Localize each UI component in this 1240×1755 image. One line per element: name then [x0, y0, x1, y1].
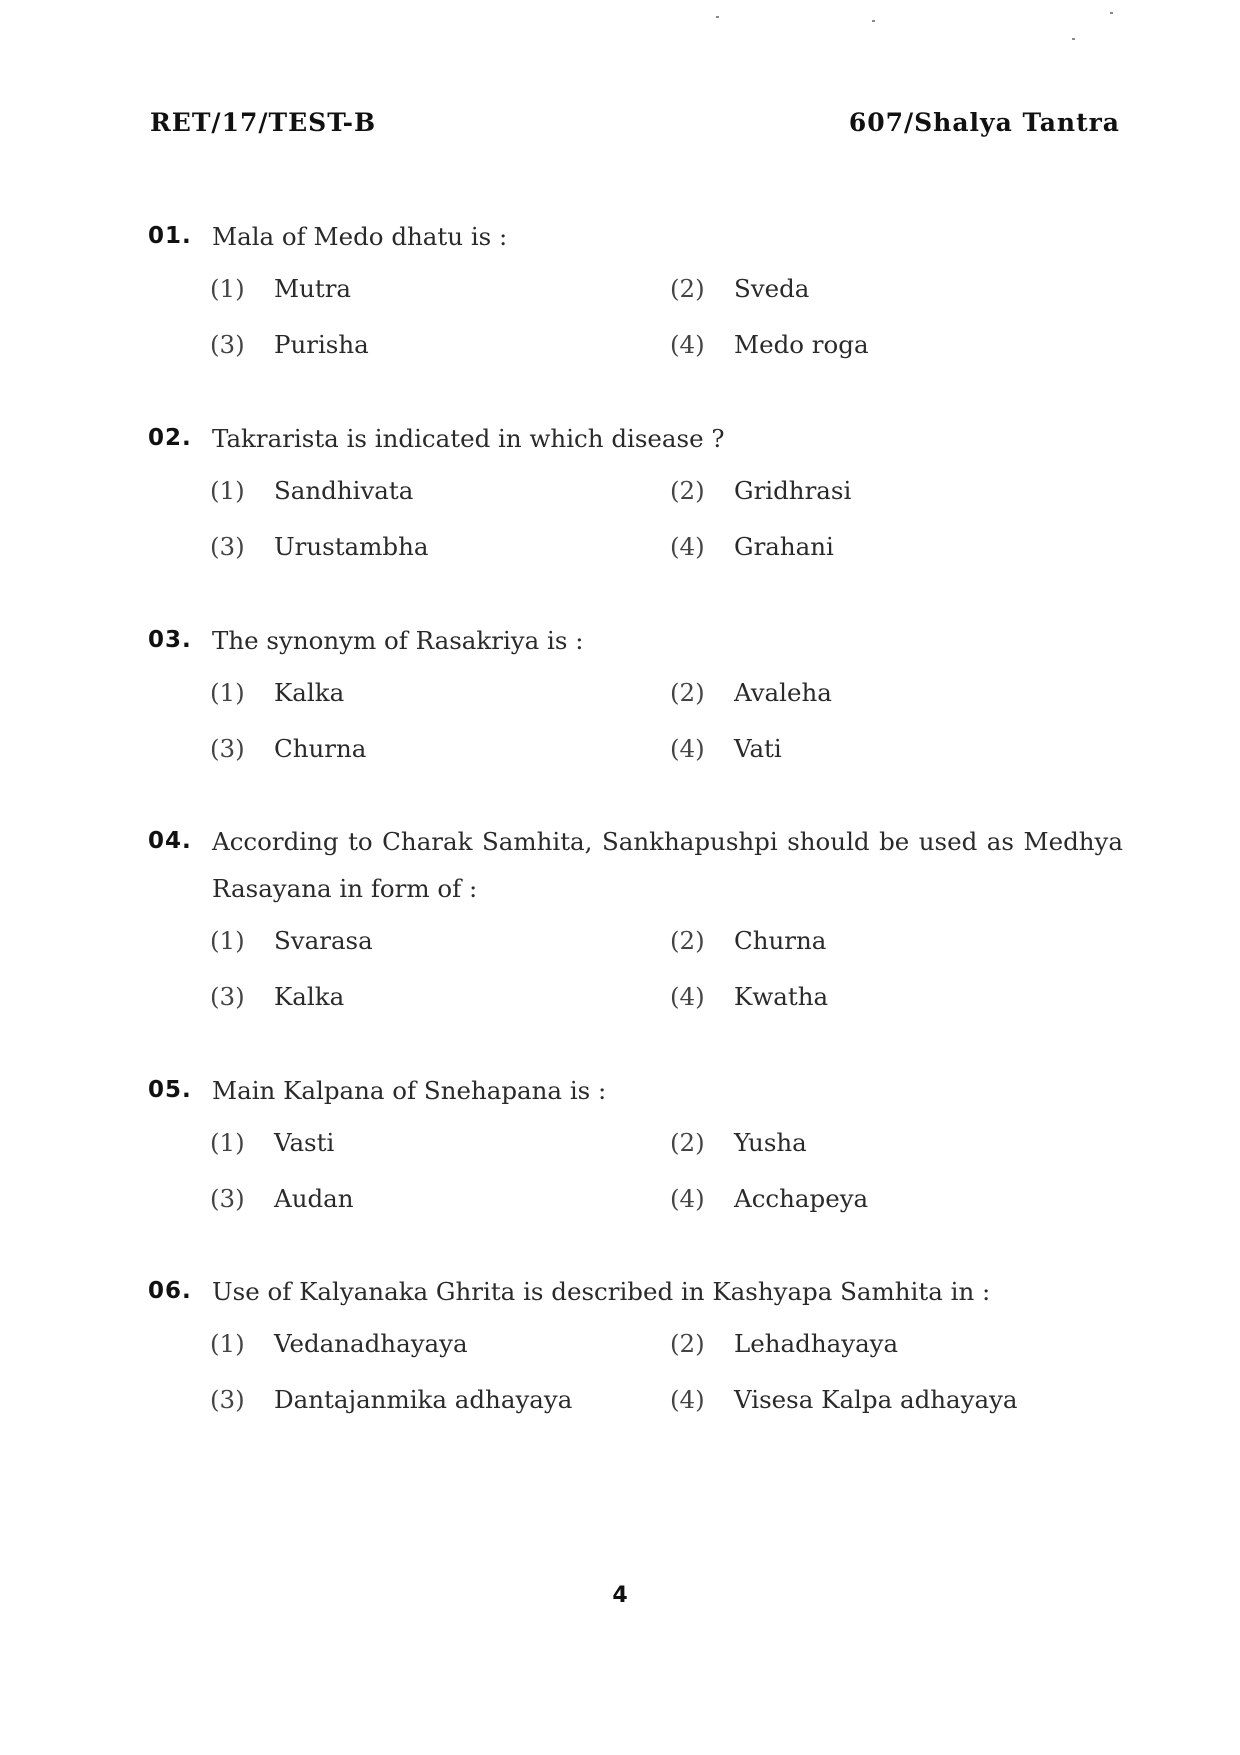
question-number: 01. [148, 223, 192, 249]
options-grid [210, 1120, 1123, 1222]
question-block [148, 213, 1123, 368]
paper-code: RET/17/TEST-B [150, 108, 377, 137]
option-number: (2) [670, 1128, 705, 1157]
option-number: (3) [210, 1184, 245, 1213]
question-text: Main Kalpana of Snehapana is : [212, 1076, 607, 1105]
option-label: Grahani [734, 532, 834, 561]
option-number: (4) [670, 1184, 705, 1213]
question-block [148, 818, 1123, 1020]
option-number: (4) [670, 532, 705, 561]
option-label: Gridhrasi [734, 476, 852, 505]
options-grid [210, 1321, 1123, 1423]
subject-title: 607/Shalya Tantra [848, 108, 1120, 137]
option-label: Avaleha [734, 678, 832, 707]
option [210, 524, 670, 570]
option-label: Sveda [734, 274, 810, 303]
option-label: Lehadhayaya [734, 1329, 899, 1358]
question-stem [148, 1268, 1123, 1315]
option-number: (4) [670, 1385, 705, 1414]
options-grid [210, 670, 1123, 772]
option-number: (2) [670, 274, 705, 303]
option [210, 266, 670, 312]
question-number: 03. [148, 627, 192, 653]
question-block [148, 1268, 1123, 1423]
scan-speck [872, 20, 875, 22]
option-label: Yusha [734, 1128, 807, 1157]
option [210, 918, 670, 964]
question-number: 05. [148, 1077, 192, 1103]
option-number: (1) [210, 274, 245, 303]
option-label: Vasti [274, 1128, 335, 1157]
question-number: 06. [148, 1278, 192, 1304]
options-grid [210, 468, 1123, 570]
option-label: Kwatha [734, 982, 829, 1011]
option-number: (2) [670, 678, 705, 707]
question-stem [148, 415, 1123, 462]
option-number: (1) [210, 926, 245, 955]
option [670, 1377, 1130, 1423]
option [670, 1321, 1130, 1367]
option-label: Mutra [274, 274, 352, 303]
question-text: Mala of Medo dhatu is : [212, 222, 508, 251]
option [210, 1377, 670, 1423]
option [210, 726, 670, 772]
option-label: Churna [274, 734, 367, 763]
option [670, 974, 1130, 1020]
question-text: The synonym of Rasakriya is : [212, 626, 584, 655]
option-label: Svarasa [274, 926, 373, 955]
option-number: (3) [210, 982, 245, 1011]
question-text: According to Charak Samhita, Sankhapushpi should be used as Medhya Rasayana in form of : [212, 827, 1123, 903]
option-number: (3) [210, 734, 245, 763]
option [670, 918, 1130, 964]
scan-speck [716, 16, 719, 18]
option-label: Kalka [274, 678, 345, 707]
option [670, 266, 1130, 312]
option-label: Vati [734, 734, 782, 763]
option [670, 726, 1130, 772]
option-number: (2) [670, 476, 705, 505]
option [670, 670, 1130, 716]
options-grid [210, 918, 1123, 1020]
option-number: (4) [670, 330, 705, 359]
option-number: (3) [210, 330, 245, 359]
option [210, 322, 670, 368]
option [210, 974, 670, 1020]
option-number: (4) [670, 734, 705, 763]
option [210, 1176, 670, 1222]
option-label: Visesa Kalpa adhayaya [734, 1385, 1018, 1414]
option-label: Vedanadhayaya [274, 1329, 468, 1358]
question-block [148, 617, 1123, 772]
option-number: (2) [670, 926, 705, 955]
option [670, 1176, 1130, 1222]
option [210, 468, 670, 514]
option-label: Churna [734, 926, 827, 955]
option-label: Sandhivata [274, 476, 414, 505]
option [210, 1321, 670, 1367]
option [670, 468, 1130, 514]
option-label: Purisha [274, 330, 369, 359]
question-stem [148, 818, 1123, 912]
option [210, 1120, 670, 1166]
option-number: (2) [670, 1329, 705, 1358]
question-stem [148, 1067, 1123, 1114]
option-number: (3) [210, 1385, 245, 1414]
option [670, 1120, 1130, 1166]
option-label: Audan [274, 1184, 354, 1213]
scan-speck [1072, 38, 1075, 40]
question-block [148, 1067, 1123, 1222]
option [670, 524, 1130, 570]
option-label: Dantajanmika adhayaya [274, 1385, 573, 1414]
option-number: (1) [210, 1329, 245, 1358]
option-number: (1) [210, 1128, 245, 1157]
question-text: Takrarista is indicated in which disease ? [212, 424, 725, 453]
options-grid [210, 266, 1123, 368]
option [670, 322, 1130, 368]
question-number: 04. [148, 828, 192, 854]
question-number: 02. [148, 425, 192, 451]
option-number: (4) [670, 982, 705, 1011]
option-number: (1) [210, 476, 245, 505]
question-stem [148, 213, 1123, 260]
question-stem [148, 617, 1123, 664]
option [210, 670, 670, 716]
option-label: Acchapeya [734, 1184, 869, 1213]
option-number: (3) [210, 532, 245, 561]
page-number: 4 [612, 1583, 628, 1608]
scan-speck [1110, 12, 1113, 14]
option-label: Medo roga [734, 330, 869, 359]
option-number: (1) [210, 678, 245, 707]
option-label: Urustambha [274, 532, 429, 561]
option-label: Kalka [274, 982, 345, 1011]
question-block [148, 415, 1123, 570]
question-text: Use of Kalyanaka Ghrita is described in Kashyapa Samhita in : [212, 1277, 991, 1306]
